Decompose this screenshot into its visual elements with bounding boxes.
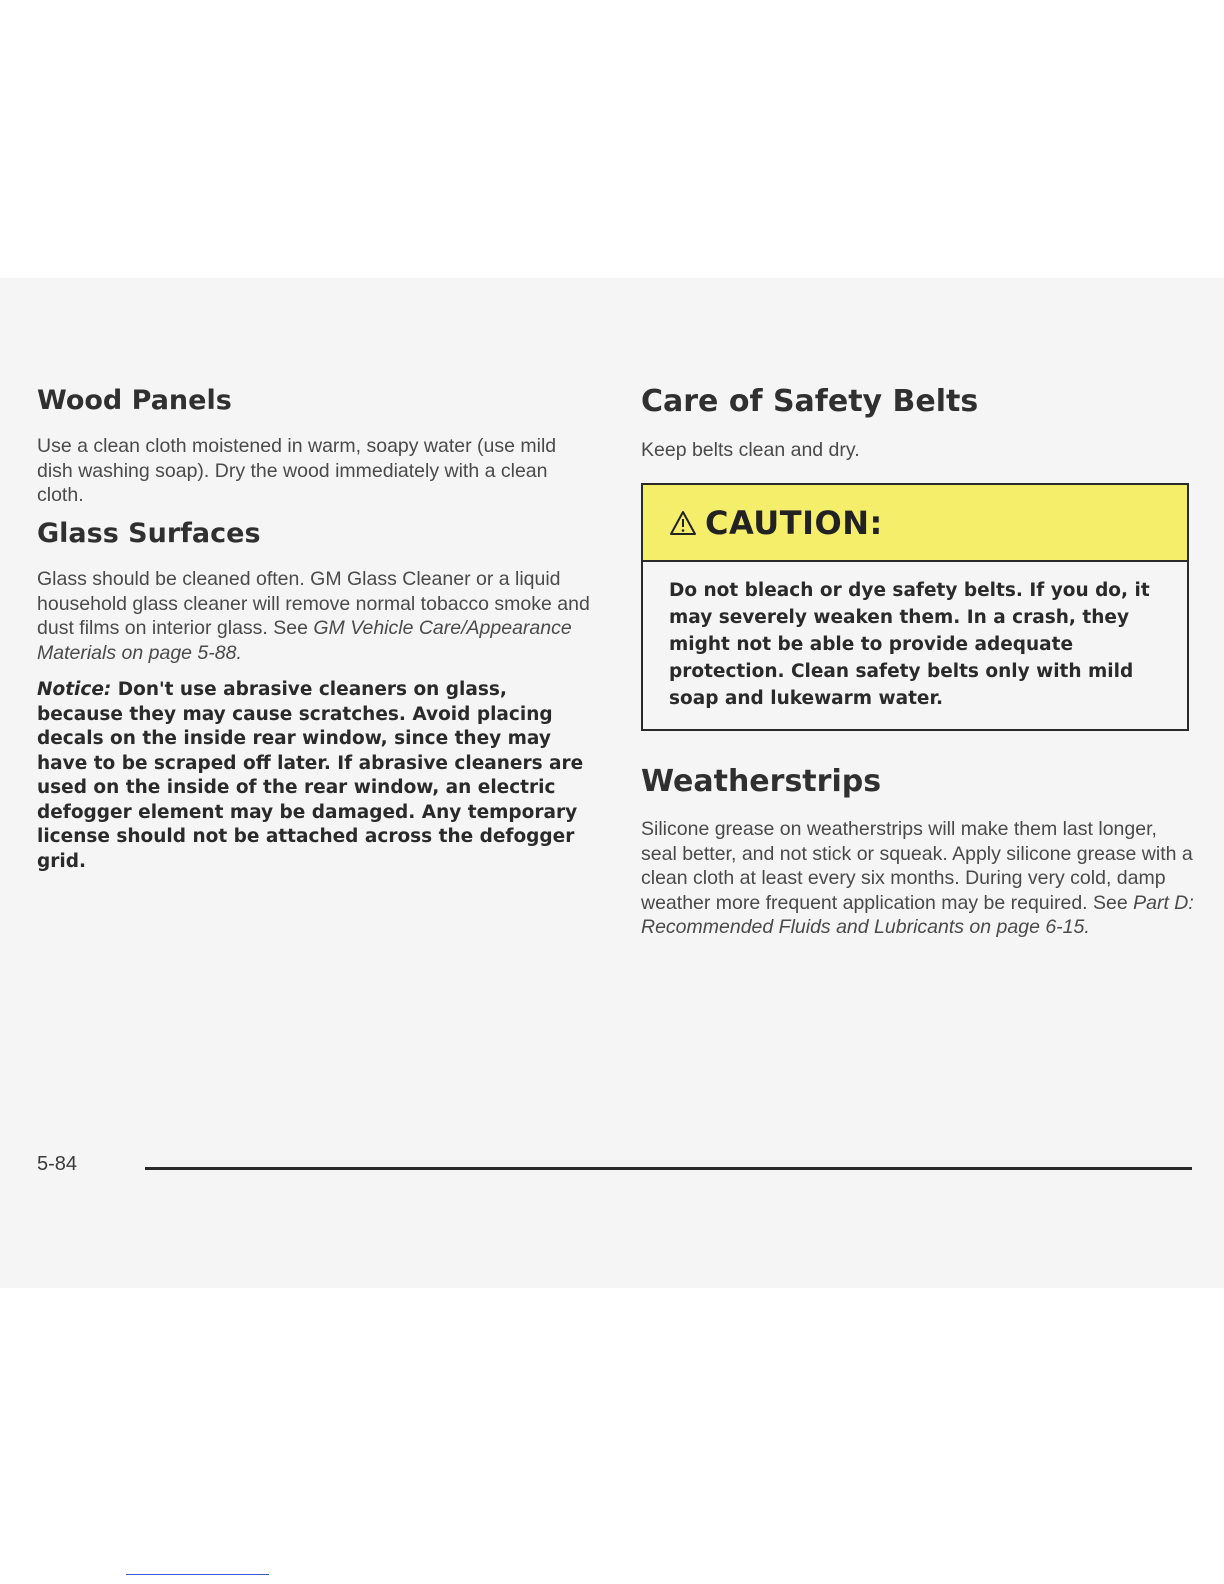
wood-panels-heading: Wood Panels (37, 385, 232, 416)
safety-belts-heading: Care of Safety Belts (641, 384, 979, 419)
glass-surfaces-heading: Glass Surfaces (37, 518, 261, 549)
glass-notice (37, 678, 597, 874)
caution-title: CAUTION: (705, 503, 883, 542)
caution-box (641, 483, 1189, 731)
warning-triangle-icon (669, 510, 697, 536)
weatherstrips-body-text: Silicone grease on weatherstrips will make them last longer, seal better, and not stick or squeak. Apply silicone grease with a clean cloth at least every six months. During very cold, damp weather more frequent application may be required. See (641, 818, 1193, 914)
notice-label: Notice: (37, 679, 112, 700)
safety-belts-body: Keep belts clean and dry. (641, 439, 860, 461)
glass-surfaces-reference-link[interactable]: GM Vehicle Care/Appearance Materials on page 5-88. (37, 617, 572, 664)
wood-panels-body: Use a clean cloth moistened in warm, soapy water (use mild dish washing soap). Dry the wood immediately with a clean cloth. (37, 435, 557, 506)
caution-header (643, 485, 1187, 562)
weatherstrips-heading: Weatherstrips (641, 764, 882, 799)
page-number: 5-84 (37, 1153, 78, 1175)
glass-surfaces-body-text: Glass should be cleaned often. GM Glass Cleaner or a liquid household glass cleaner will remove normal tobacco smoke and dust films on interior glass. See (37, 568, 590, 639)
notice-text: Don't use abrasive cleaners on glass, because they may cause scratches. Avoid placing decals on the inside rear window, since they may have to be scraped off later. If abrasive cleaners are used on the inside of the rear window, an electric defogger element may be damaged. Any temporary license should not be attached across the defogger grid. (37, 679, 584, 872)
bottom-link-underline (126, 1574, 269, 1575)
glass-surfaces-body (37, 567, 592, 665)
weatherstrips-reference-link[interactable]: Part D: Recommended Fluids and Lubricants on page 6-15. (641, 891, 1194, 938)
footer-divider (145, 1167, 1192, 1170)
caution-body: Do not bleach or dye safety belts. If you do, it may severely weaken them. In a crash, they might not be able to provide adequate protection. Clean safety belts only with mild soap and lukewarm water. (669, 580, 1150, 709)
weatherstrips-body (641, 817, 1196, 940)
